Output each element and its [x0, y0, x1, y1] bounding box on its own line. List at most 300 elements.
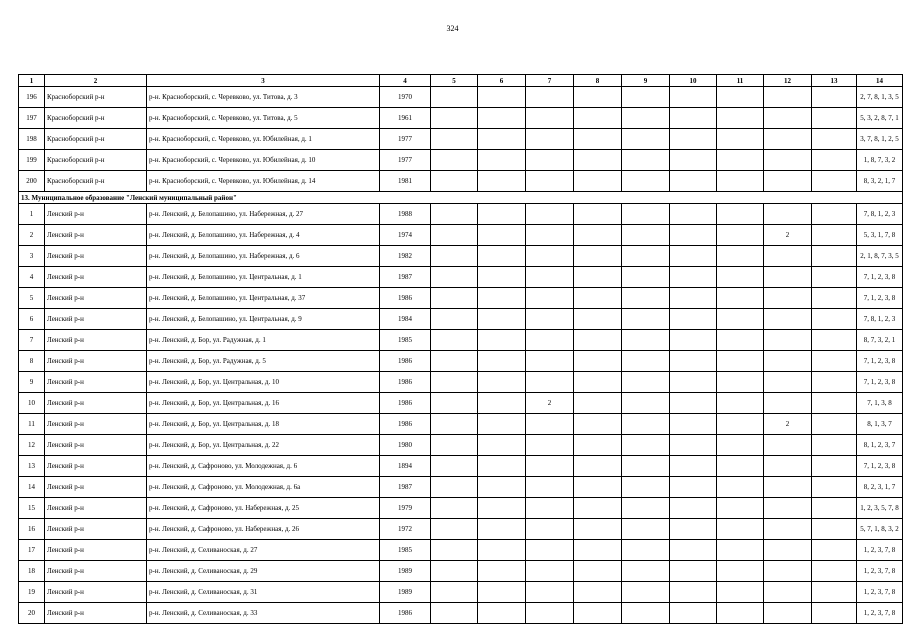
- cell-col-7: [526, 87, 574, 108]
- cell-col-6: [478, 477, 526, 498]
- cell-col-4: 1982: [380, 246, 431, 267]
- cell-col-11: [717, 519, 764, 540]
- cell-col-9: [622, 129, 670, 150]
- cell-col-6: [478, 603, 526, 624]
- cell-col-1: 2: [19, 225, 45, 246]
- cell-col-8: [574, 435, 622, 456]
- cell-col-2: Красноборский р-н: [45, 87, 147, 108]
- cell-col-12: [764, 309, 812, 330]
- cell-col-1: 12: [19, 435, 45, 456]
- cell-col-5: [431, 456, 478, 477]
- cell-col-13: [812, 561, 857, 582]
- cell-col-2: Ленский р-н: [45, 540, 147, 561]
- cell-col-8: [574, 603, 622, 624]
- cell-col-8: [574, 108, 622, 129]
- cell-col-6: [478, 351, 526, 372]
- cell-col-10: [670, 372, 717, 393]
- cell-col-10: [670, 171, 717, 192]
- cell-col-12: [764, 171, 812, 192]
- cell-col-4: 1977: [380, 150, 431, 171]
- cell-col-5: [431, 171, 478, 192]
- column-header-11: 11: [717, 75, 764, 87]
- cell-col-10: [670, 351, 717, 372]
- cell-col-9: [622, 171, 670, 192]
- cell-col-4: 1985: [380, 330, 431, 351]
- cell-col-3: р-н. Ленский, д. Сафроново, ул. Молодежная, д. 6: [147, 456, 380, 477]
- cell-col-3: р-н. Ленский, д. Белопашино, ул. Центральная, д. 9: [147, 309, 380, 330]
- cell-col-4: 1987: [380, 267, 431, 288]
- cell-col-14: 7, 1, 2, 3, 8: [857, 288, 903, 309]
- cell-col-12: [764, 498, 812, 519]
- cell-col-1: 10: [19, 393, 45, 414]
- table-row: [19, 225, 903, 246]
- cell-col-2: Ленский р-н: [45, 603, 147, 624]
- cell-col-5: [431, 204, 478, 225]
- cell-col-3: р-н. Ленский, д. Селиваноская, д. 33: [147, 603, 380, 624]
- cell-col-5: [431, 393, 478, 414]
- cell-col-1: 3: [19, 246, 45, 267]
- cell-col-7: [526, 372, 574, 393]
- cell-col-5: [431, 309, 478, 330]
- table-row: [19, 603, 903, 624]
- cell-col-7: [526, 129, 574, 150]
- cell-col-10: [670, 603, 717, 624]
- table-body: [19, 87, 903, 624]
- cell-col-13: [812, 393, 857, 414]
- page-number: 324: [446, 24, 459, 33]
- cell-col-10: [670, 414, 717, 435]
- cell-col-4: 1970: [380, 87, 431, 108]
- cell-col-5: [431, 435, 478, 456]
- cell-col-14: 1, 2, 3, 7, 8: [857, 540, 903, 561]
- cell-col-13: [812, 477, 857, 498]
- cell-col-13: [812, 456, 857, 477]
- cell-col-9: [622, 414, 670, 435]
- cell-col-6: [478, 519, 526, 540]
- cell-col-4: 1988: [380, 204, 431, 225]
- cell-col-9: [622, 246, 670, 267]
- cell-col-6: [478, 87, 526, 108]
- cell-col-8: [574, 309, 622, 330]
- cell-col-3: р-н. Красноборский, с. Черевково, ул. Юбилейная, д. 10: [147, 150, 380, 171]
- table-row: [19, 204, 903, 225]
- cell-col-7: 2: [526, 393, 574, 414]
- table-row: [19, 150, 903, 171]
- cell-col-10: [670, 150, 717, 171]
- cell-col-2: Красноборский р-н: [45, 171, 147, 192]
- cell-col-9: [622, 225, 670, 246]
- cell-col-11: [717, 309, 764, 330]
- column-header-1: 1: [19, 75, 45, 87]
- cell-col-10: [670, 561, 717, 582]
- cell-col-8: [574, 288, 622, 309]
- section-heading: 13. Муниципальное образование "Ленский муниципальный район": [19, 192, 903, 204]
- cell-col-10: [670, 540, 717, 561]
- cell-col-8: [574, 129, 622, 150]
- cell-col-2: Ленский р-н: [45, 267, 147, 288]
- cell-col-5: [431, 582, 478, 603]
- cell-col-7: [526, 540, 574, 561]
- cell-col-4: 1972: [380, 519, 431, 540]
- cell-col-7: [526, 150, 574, 171]
- cell-col-14: 1, 8, 7, 3, 2: [857, 150, 903, 171]
- cell-col-1: 11: [19, 414, 45, 435]
- cell-col-7: [526, 498, 574, 519]
- cell-col-6: [478, 267, 526, 288]
- cell-col-10: [670, 330, 717, 351]
- cell-col-14: 1, 2, 3, 7, 8: [857, 582, 903, 603]
- cell-col-12: [764, 288, 812, 309]
- cell-col-14: 2, 7, 8, 1, 3, 5: [857, 87, 903, 108]
- cell-col-13: [812, 108, 857, 129]
- cell-col-4: 1984: [380, 309, 431, 330]
- cell-col-3: р-н. Ленский, д. Бор, ул. Центральная, д. 10: [147, 372, 380, 393]
- column-header-5: 5: [431, 75, 478, 87]
- cell-col-14: 8, 7, 3, 2, 1: [857, 330, 903, 351]
- cell-col-12: [764, 246, 812, 267]
- cell-col-8: [574, 351, 622, 372]
- cell-col-13: [812, 351, 857, 372]
- cell-col-14: 7, 1, 2, 3, 8: [857, 267, 903, 288]
- cell-col-9: [622, 87, 670, 108]
- cell-col-5: [431, 603, 478, 624]
- table-row: [19, 498, 903, 519]
- cell-col-13: [812, 150, 857, 171]
- cell-col-1: 15: [19, 498, 45, 519]
- cell-col-4: 1979: [380, 498, 431, 519]
- cell-col-2: Ленский р-н: [45, 204, 147, 225]
- housing-registry-table: [18, 74, 903, 624]
- cell-col-10: [670, 288, 717, 309]
- cell-col-14: 7, 1, 3, 8: [857, 393, 903, 414]
- cell-col-1: 14: [19, 477, 45, 498]
- cell-col-11: [717, 540, 764, 561]
- cell-col-14: 5, 3, 2, 8, 7, 1: [857, 108, 903, 129]
- cell-col-2: Ленский р-н: [45, 372, 147, 393]
- cell-col-14: 7, 8, 1, 2, 3: [857, 309, 903, 330]
- column-header-2: 2: [45, 75, 147, 87]
- cell-col-1: 1: [19, 204, 45, 225]
- cell-col-6: [478, 540, 526, 561]
- cell-col-1: 6: [19, 309, 45, 330]
- cell-col-4: 1987: [380, 477, 431, 498]
- cell-col-3: р-н. Ленский, д. Бор, ул. Радужная, д. 5: [147, 351, 380, 372]
- cell-col-10: [670, 309, 717, 330]
- cell-col-13: [812, 498, 857, 519]
- cell-col-8: [574, 171, 622, 192]
- cell-col-7: [526, 309, 574, 330]
- cell-col-13: [812, 435, 857, 456]
- cell-col-11: [717, 435, 764, 456]
- cell-col-1: 9: [19, 372, 45, 393]
- cell-col-1: 7: [19, 330, 45, 351]
- column-header-7: 7: [526, 75, 574, 87]
- cell-col-11: [717, 330, 764, 351]
- cell-col-3: р-н. Красноборский, с. Черевково, ул. Юбилейная, д. 14: [147, 171, 380, 192]
- cell-col-3: р-н. Ленский, д. Белопашино, ул. Набережная, д. 27: [147, 204, 380, 225]
- cell-col-1: 199: [19, 150, 45, 171]
- cell-col-2: Красноборский р-н: [45, 150, 147, 171]
- cell-col-7: [526, 561, 574, 582]
- table-row: [19, 246, 903, 267]
- cell-col-11: [717, 267, 764, 288]
- cell-col-14: 2, 1, 8, 7, 3, 5: [857, 246, 903, 267]
- cell-col-10: [670, 456, 717, 477]
- column-header-6: 6: [478, 75, 526, 87]
- cell-col-1: 197: [19, 108, 45, 129]
- cell-col-2: Ленский р-н: [45, 288, 147, 309]
- cell-col-14: 8, 1, 2, 3, 7: [857, 435, 903, 456]
- cell-col-7: [526, 288, 574, 309]
- cell-col-10: [670, 129, 717, 150]
- cell-col-11: [717, 108, 764, 129]
- cell-col-5: [431, 87, 478, 108]
- table-row: [19, 561, 903, 582]
- cell-col-12: [764, 603, 812, 624]
- cell-col-10: [670, 87, 717, 108]
- cell-col-7: [526, 225, 574, 246]
- cell-col-5: [431, 267, 478, 288]
- cell-col-14: 8, 2, 3, 1, 7: [857, 477, 903, 498]
- column-header-10: 10: [670, 75, 717, 87]
- cell-col-14: 1, 2, 3, 7, 8: [857, 561, 903, 582]
- cell-col-12: [764, 267, 812, 288]
- table-row: [19, 540, 903, 561]
- cell-col-7: [526, 435, 574, 456]
- cell-col-9: [622, 204, 670, 225]
- cell-col-4: 1981: [380, 171, 431, 192]
- table-row: [19, 414, 903, 435]
- cell-col-7: [526, 171, 574, 192]
- cell-col-11: [717, 456, 764, 477]
- cell-col-9: [622, 372, 670, 393]
- cell-col-6: [478, 456, 526, 477]
- cell-col-1: 198: [19, 129, 45, 150]
- cell-col-3: р-н. Ленский, д. Сафроново, ул. Набережная, д. 26: [147, 519, 380, 540]
- column-header-14: 14: [857, 75, 903, 87]
- cell-col-12: 2: [764, 225, 812, 246]
- cell-col-5: [431, 540, 478, 561]
- cell-col-7: [526, 582, 574, 603]
- cell-col-7: [526, 414, 574, 435]
- cell-col-12: [764, 435, 812, 456]
- cell-col-12: [764, 540, 812, 561]
- cell-col-13: [812, 87, 857, 108]
- cell-col-12: [764, 477, 812, 498]
- cell-col-13: [812, 414, 857, 435]
- cell-col-9: [622, 540, 670, 561]
- cell-col-4: 1989: [380, 561, 431, 582]
- cell-col-8: [574, 498, 622, 519]
- cell-col-13: [812, 171, 857, 192]
- cell-col-8: [574, 582, 622, 603]
- cell-col-5: [431, 477, 478, 498]
- cell-col-14: 7, 1, 2, 3, 8: [857, 456, 903, 477]
- cell-col-9: [622, 288, 670, 309]
- cell-col-11: [717, 603, 764, 624]
- table-row: [19, 477, 903, 498]
- cell-col-14: 5, 7, 1, 8, 3, 2: [857, 519, 903, 540]
- cell-col-2: Ленский р-н: [45, 582, 147, 603]
- cell-col-14: 5, 3, 1, 7, 8: [857, 225, 903, 246]
- cell-col-10: [670, 498, 717, 519]
- cell-col-5: [431, 288, 478, 309]
- cell-col-2: Ленский р-н: [45, 246, 147, 267]
- cell-col-14: 8, 3, 2, 1, 7: [857, 171, 903, 192]
- cell-col-8: [574, 519, 622, 540]
- cell-col-6: [478, 129, 526, 150]
- cell-col-5: [431, 129, 478, 150]
- cell-col-4: 1986: [380, 288, 431, 309]
- cell-col-7: [526, 330, 574, 351]
- cell-col-8: [574, 477, 622, 498]
- cell-col-14: 7, 8, 1, 2, 3: [857, 204, 903, 225]
- column-header-3: 3: [147, 75, 380, 87]
- cell-col-5: [431, 351, 478, 372]
- cell-col-9: [622, 351, 670, 372]
- cell-col-6: [478, 498, 526, 519]
- cell-col-3: р-н. Ленский, д. Белопашино, ул. Набережная, д. 6: [147, 246, 380, 267]
- cell-col-11: [717, 204, 764, 225]
- cell-col-9: [622, 477, 670, 498]
- cell-col-4: 1986: [380, 414, 431, 435]
- cell-col-9: [622, 435, 670, 456]
- cell-col-4: 1894: [380, 456, 431, 477]
- cell-col-10: [670, 393, 717, 414]
- cell-col-10: [670, 477, 717, 498]
- cell-col-9: [622, 330, 670, 351]
- cell-col-3: р-н. Ленский, д. Сафроново, ул. Набережная, д. 25: [147, 498, 380, 519]
- table-row: [19, 267, 903, 288]
- cell-col-12: [764, 519, 812, 540]
- cell-col-6: [478, 393, 526, 414]
- cell-col-1: 18: [19, 561, 45, 582]
- cell-col-8: [574, 267, 622, 288]
- cell-col-7: [526, 246, 574, 267]
- cell-col-7: [526, 267, 574, 288]
- table-row: [19, 129, 903, 150]
- cell-col-1: 20: [19, 603, 45, 624]
- table-row: [19, 519, 903, 540]
- cell-col-10: [670, 246, 717, 267]
- cell-col-7: [526, 351, 574, 372]
- table-row: [19, 372, 903, 393]
- table-row: [19, 288, 903, 309]
- cell-col-2: Ленский р-н: [45, 498, 147, 519]
- cell-col-11: [717, 150, 764, 171]
- table-row: [19, 309, 903, 330]
- cell-col-3: р-н. Ленский, д. Селиваноская, д. 29: [147, 561, 380, 582]
- cell-col-6: [478, 435, 526, 456]
- cell-col-1: 19: [19, 582, 45, 603]
- cell-col-8: [574, 87, 622, 108]
- cell-col-11: [717, 171, 764, 192]
- cell-col-1: 200: [19, 171, 45, 192]
- cell-col-11: [717, 129, 764, 150]
- cell-col-8: [574, 372, 622, 393]
- cell-col-10: [670, 519, 717, 540]
- cell-col-7: [526, 204, 574, 225]
- cell-col-13: [812, 519, 857, 540]
- cell-col-4: 1986: [380, 603, 431, 624]
- cell-col-9: [622, 561, 670, 582]
- table-row: [19, 393, 903, 414]
- cell-col-10: [670, 435, 717, 456]
- cell-col-9: [622, 150, 670, 171]
- cell-col-9: [622, 267, 670, 288]
- cell-col-4: 1977: [380, 129, 431, 150]
- cell-col-10: [670, 267, 717, 288]
- cell-col-8: [574, 540, 622, 561]
- cell-col-5: [431, 150, 478, 171]
- cell-col-8: [574, 393, 622, 414]
- cell-col-6: [478, 414, 526, 435]
- cell-col-1: 13: [19, 456, 45, 477]
- cell-col-13: [812, 540, 857, 561]
- cell-col-2: Ленский р-н: [45, 309, 147, 330]
- cell-col-4: 1986: [380, 351, 431, 372]
- cell-col-5: [431, 108, 478, 129]
- cell-col-3: р-н. Ленский, д. Белопашино, ул. Центральная, д. 1: [147, 267, 380, 288]
- column-header-13: 13: [812, 75, 857, 87]
- cell-col-11: [717, 225, 764, 246]
- cell-col-12: [764, 150, 812, 171]
- cell-col-5: [431, 372, 478, 393]
- cell-col-12: [764, 582, 812, 603]
- cell-col-2: Красноборский р-н: [45, 108, 147, 129]
- cell-col-6: [478, 309, 526, 330]
- cell-col-1: 8: [19, 351, 45, 372]
- cell-col-6: [478, 171, 526, 192]
- cell-col-6: [478, 246, 526, 267]
- cell-col-4: 1986: [380, 393, 431, 414]
- cell-col-9: [622, 603, 670, 624]
- cell-col-2: Ленский р-н: [45, 414, 147, 435]
- table-row: [19, 435, 903, 456]
- table-row: [19, 108, 903, 129]
- cell-col-7: [526, 477, 574, 498]
- cell-col-6: [478, 582, 526, 603]
- cell-col-12: [764, 393, 812, 414]
- cell-col-3: р-н. Ленский, д. Бор, ул. Радужная, д. 1: [147, 330, 380, 351]
- cell-col-5: [431, 225, 478, 246]
- column-header-12: 12: [764, 75, 812, 87]
- cell-col-3: р-н. Ленский, д. Бор, ул. Центральная, д. 18: [147, 414, 380, 435]
- section-heading-row: [19, 192, 903, 204]
- cell-col-3: р-н. Ленский, д. Сафроново, ул. Молодежная, д. 6а: [147, 477, 380, 498]
- cell-col-2: Ленский р-н: [45, 330, 147, 351]
- table-row: [19, 330, 903, 351]
- cell-col-12: [764, 351, 812, 372]
- cell-col-9: [622, 393, 670, 414]
- cell-col-13: [812, 288, 857, 309]
- cell-col-11: [717, 351, 764, 372]
- cell-col-10: [670, 582, 717, 603]
- cell-col-13: [812, 129, 857, 150]
- cell-col-14: 1, 2, 3, 5, 7, 8: [857, 498, 903, 519]
- cell-col-2: Ленский р-н: [45, 435, 147, 456]
- cell-col-13: [812, 582, 857, 603]
- cell-col-9: [622, 498, 670, 519]
- cell-col-11: [717, 246, 764, 267]
- cell-col-12: [764, 87, 812, 108]
- header-row: [19, 75, 903, 87]
- cell-col-14: 3, 7, 8, 1, 2, 5: [857, 129, 903, 150]
- table-header: [19, 75, 903, 87]
- cell-col-13: [812, 372, 857, 393]
- cell-col-11: [717, 288, 764, 309]
- cell-col-9: [622, 108, 670, 129]
